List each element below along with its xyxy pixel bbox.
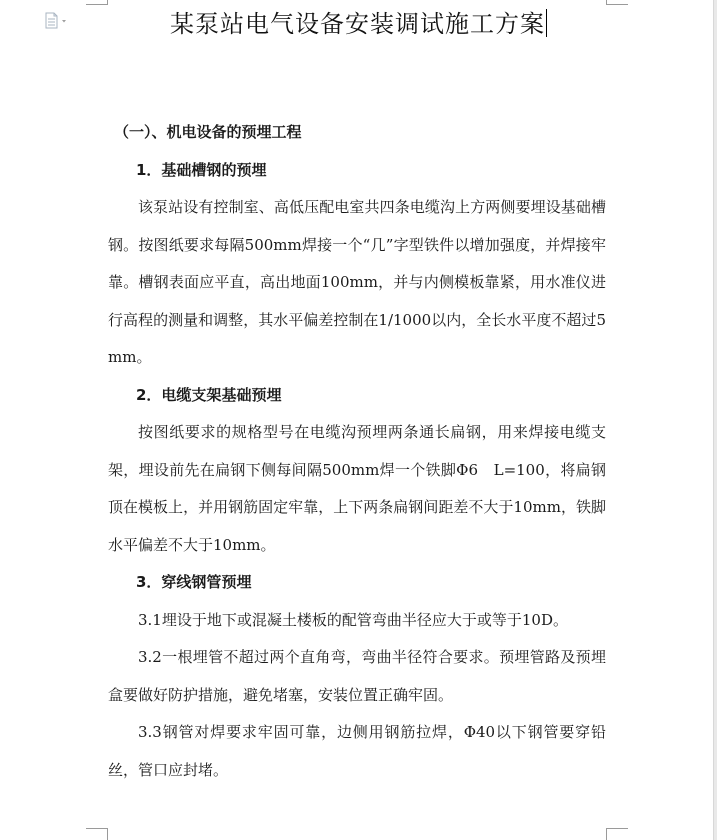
subsection-heading-3: 3．穿线钢管预埋 <box>136 573 252 591</box>
crop-mark-bottom-right <box>606 828 628 829</box>
paragraph: 按图纸要求的规格型号在电缆沟预埋两条通长扁钢，用来焊接电缆支架，埋设前先在扁钢下侧每间隔500mm焊一个铁脚Φ6 L=100，将扁钢顶在模板上，并用钢筋固定牢靠，上下两条扁钢间距差不大于10mm，铁脚水平偏差不大于10mm。 <box>108 423 606 554</box>
crop-mark-bottom-right-vertical <box>606 828 607 840</box>
scrollbar[interactable] <box>713 0 717 840</box>
document-body[interactable] <box>108 114 606 789</box>
paragraph: 该泵站设有控制室、高低压配电室共四条电缆沟上方两侧要埋设基础槽钢。按图纸要求每隔500mm焊接一个“几”字型铁件以增加强度，并焊接牢靠。槽钢表面应平直，高出地面100mm，并与内侧模板靠紧，用水准仪进行高程的测量和调整，其水平偏差控制在1/1000以内，全长水平度不超过5mm。 <box>108 198 606 366</box>
text-cursor <box>546 9 547 37</box>
paragraph: 3.3钢管对焊要求牢固可靠，边侧用钢筋拉焊，Φ40以下钢管要穿铅丝，管口应封堵。 <box>108 723 606 779</box>
section-heading: （一）、机电设备的预埋工程 <box>114 123 302 141</box>
paragraph: 3.1埋设于地下或混凝土楼板的配管弯曲半径应大于或等于10D。 <box>138 610 568 629</box>
crop-mark-top-left-vertical <box>107 0 108 5</box>
crop-mark-bottom-left-vertical <box>107 828 108 840</box>
crop-mark-top-left <box>86 4 108 5</box>
subsection-heading-2: 2．电缆支架基础预埋 <box>136 385 282 404</box>
document-title[interactable]: 某泵站电气设备安装调试施工方案 <box>170 10 545 38</box>
crop-mark-bottom-left <box>86 828 108 829</box>
subsection-heading-1: 1．基础槽钢的预埋 <box>136 160 267 179</box>
paragraph: 3.2一根埋管不超过两个直角弯，弯曲半径符合要求。预埋管路及预埋盒要做好防护措施，避免堵塞，安装位置正确牢固。 <box>108 648 606 704</box>
crop-mark-top-right <box>606 4 628 5</box>
crop-mark-top-right-vertical <box>606 0 607 5</box>
